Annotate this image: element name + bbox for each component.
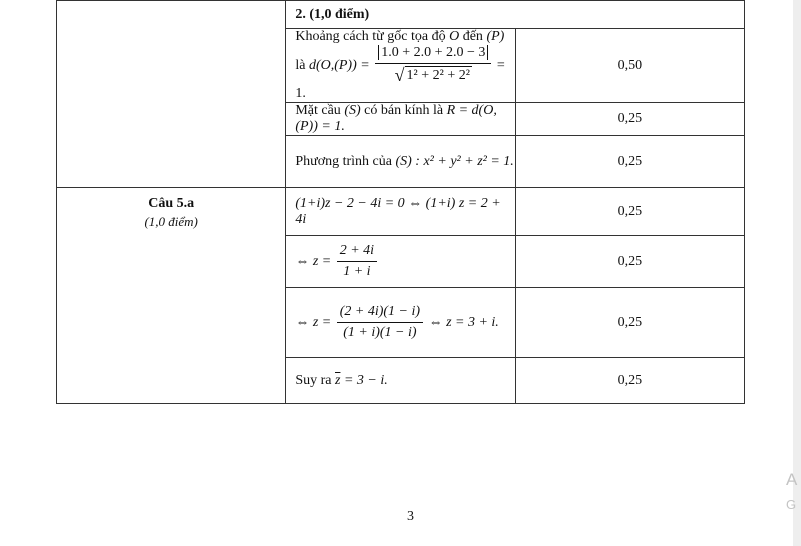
section-title: 2. (1,0 điểm) bbox=[286, 1, 745, 29]
distance-fraction: 1.0 + 2.0 + 2.0 − 3 √ 1² + 2² + 2² bbox=[375, 45, 491, 86]
conjugate-multiply-row: ⇔ z = $\frac{(2 + 4i)(1 - i)}{(1 + i)(1 - i)}$ ⇔ z = 3 + i. bbox=[286, 288, 515, 358]
score-cell: 0,25 bbox=[515, 288, 744, 358]
question-label bbox=[57, 188, 286, 404]
fraction-row: ⇔ z = $\frac{2 + 4i}{1 + i}$ bbox=[286, 236, 515, 288]
score-cell: 0,25 bbox=[515, 188, 744, 236]
radius-row: Mặt cầu (S) có bán kính là R = d(O,(P)) = 1. bbox=[286, 103, 515, 136]
conclusion-row: Suy ra $\overline{z} = 3 - i$. bbox=[286, 358, 515, 404]
score-cell: 0,25 bbox=[515, 103, 744, 136]
window-scrollbar[interactable] bbox=[793, 0, 801, 546]
equation-row: (1+i)z − 2 − 4i = 0 ⇔ (1+i) z = 2 + 4i bbox=[286, 188, 515, 236]
grading-table bbox=[56, 0, 745, 404]
sphere-equation-row: Phương trình của (S) : x² + y² + z² = 1. bbox=[286, 136, 515, 188]
empty-label-cell bbox=[57, 1, 286, 188]
score-cell: 0,25 bbox=[515, 136, 744, 188]
score-cell: 0,50 bbox=[515, 29, 744, 103]
overlay-text-line2: G bbox=[786, 497, 797, 512]
score-cell: 0,25 bbox=[515, 358, 744, 404]
overlay-text-line1: A bbox=[786, 470, 798, 489]
page-number: 3 bbox=[407, 509, 414, 524]
score-cell: 0,25 bbox=[515, 236, 744, 288]
question-number: Câu 5.a bbox=[148, 196, 195, 212]
z-expanded-fraction: $\frac{(2 + 4i)(1 - i)}{(1 + i)(1 - i)}$ bbox=[337, 304, 423, 341]
question-points: (1,0 điểm) bbox=[144, 214, 198, 230]
z-fraction: $\frac{2 + 4i}{1 + i}$ bbox=[337, 243, 377, 280]
distance-row: Khoảng cách từ gốc tọa độ O đến (P) là d(O,(P)) = 1.0 + 2.0 + 2.0 − 3 √ 1² + 2² + 2² = 1. bbox=[286, 29, 515, 103]
